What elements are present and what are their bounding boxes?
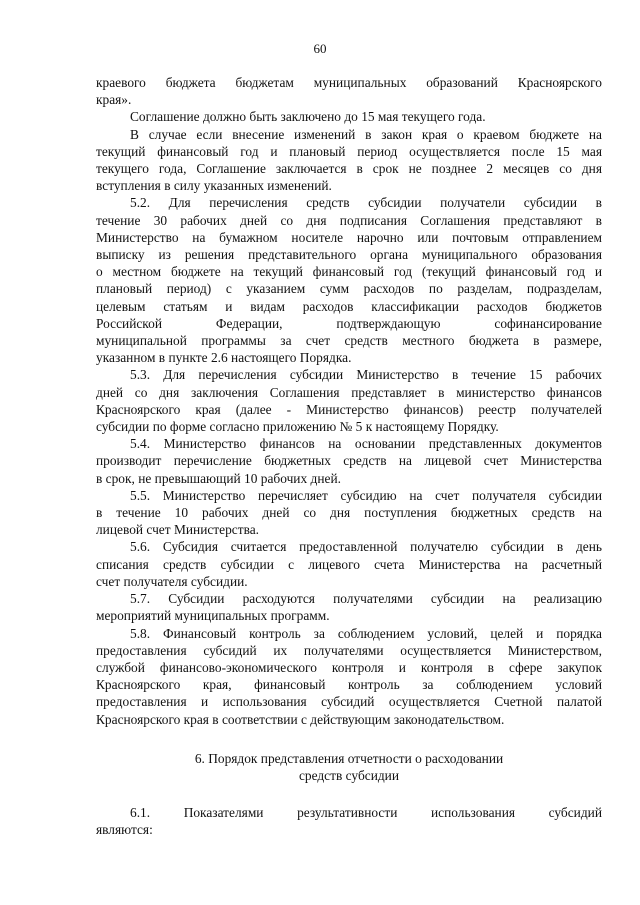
text-line: лицевой счет Министерства.	[96, 522, 260, 538]
text-line: В случае если внесение изменений в закон края о краевом бюджете на	[130, 126, 602, 142]
text-line: Красноярского края в соответствии с действующим законодательством.	[96, 711, 505, 727]
text-line: Красноярского края (далее - Министерство финансов) реестр получателей	[96, 401, 602, 417]
text-line: являются:	[96, 822, 153, 838]
paragraph	[96, 804, 602, 838]
paragraph	[96, 366, 602, 435]
text-line: в срок, не превышающий 10 рабочих дней.	[96, 470, 341, 486]
text-line: 5.2. Для перечисления средств субсидии получатели субсидии в	[130, 195, 602, 211]
text-line: края».	[96, 92, 132, 108]
text-line: текущий финансовый год и плановый период осуществляется после 15 мая	[96, 143, 602, 159]
section-heading	[96, 750, 602, 784]
text-line: муниципальной программы за счет средств местного бюджета в размере,	[96, 333, 602, 349]
paragraph	[96, 435, 602, 487]
section-title-line: 6. Порядок представления отчетности о расходовании	[194, 750, 504, 766]
text-line: в течение 10 рабочих дней со дня поступления бюджетных средств на	[96, 505, 602, 521]
text-line: краевого бюджета бюджетам муниципальных образований Красноярского	[96, 75, 602, 90]
text-line: 5.8. Финансовый контроль за соблюдением условий, целей и порядка	[130, 625, 602, 641]
paragraph	[96, 74, 602, 108]
text-line: о местном бюджете на текущий финансовый год (текущий финансовый год и	[96, 264, 602, 280]
text-line: производит перечисление бюджетных средств на лицевой счет Министерства	[96, 453, 602, 469]
text-line: Соглашение должно быть заключено до 15 мая текущего года.	[130, 109, 486, 125]
text-line: Министерство на бумажном носителе нарочно или почтовым отправлением	[96, 229, 602, 245]
text-line: 5.7. Субсидии расходуются получателями субсидии на реализацию	[130, 591, 602, 607]
paragraph	[96, 108, 602, 125]
paragraph	[96, 538, 602, 590]
text-line: вступления в силу указанных изменений.	[96, 178, 332, 194]
text-line: 5.3. Для перечисления субсидии Министерство в течение 15 рабочих	[130, 367, 602, 383]
text-line: выписку из решения представительного органа муниципального образования	[96, 247, 602, 263]
text-line: текущего года, Соглашение заключается в срок не позднее 2 месяцев со дня	[96, 161, 602, 177]
text-line: 5.4. Министерство финансов на основании представленных документов	[130, 436, 602, 452]
paragraph	[96, 194, 602, 366]
page-number: 60	[313, 41, 327, 56]
text-line: счет получателя субсидии.	[96, 573, 248, 589]
section-title-line: средств субсидии	[298, 767, 400, 783]
text-line: субсидии по форме согласно приложению № 5 к настоящему Порядку.	[96, 419, 499, 435]
paragraph	[96, 625, 602, 728]
paragraph	[96, 487, 602, 539]
paragraph	[96, 590, 602, 624]
paragraph	[96, 126, 602, 195]
text-line: мероприятий муниципальных программ.	[96, 608, 330, 624]
text-line: плановый период) с указанием сумм расходов по разделам, подразделам,	[96, 281, 602, 297]
text-line: течение 30 рабочих дней со дня подписания Соглашения представляют в	[96, 212, 602, 228]
text-line: целевым статьям и видам расходов классификации расходов бюджетов	[96, 298, 602, 314]
text-line: дней со дня заключения Соглашения представляет в министерство финансов	[96, 384, 602, 400]
text-line: Красноярского края, финансовый контроль за соблюдением условий	[96, 677, 602, 693]
text-line: предоставления субсидий их получателями осуществляется Министерством,	[96, 642, 602, 658]
text-line: списания средств субсидии с лицевого счета Министерства на расчетный	[96, 556, 602, 572]
document-body	[96, 74, 602, 839]
text-line: 5.6. Субсидия считается предоставленной получателю субсидии в день	[130, 539, 602, 555]
text-line: указанном в пункте 2.6 настоящего Порядка.	[96, 350, 352, 366]
text-line: 6.1. Показателями результативности использования субсидий	[130, 805, 602, 821]
text-line: Российской Федерации, подтверждающую софинансирование	[96, 315, 602, 331]
text-line: службой финансово-экономического контроля и контроля в сфере закупок	[96, 659, 602, 675]
text-line: предоставления и использования субсидий осуществляется Счетной палатой	[96, 694, 602, 710]
text-line: 5.5. Министерство перечисляет субсидию на счет получателя субсидии	[130, 487, 602, 503]
